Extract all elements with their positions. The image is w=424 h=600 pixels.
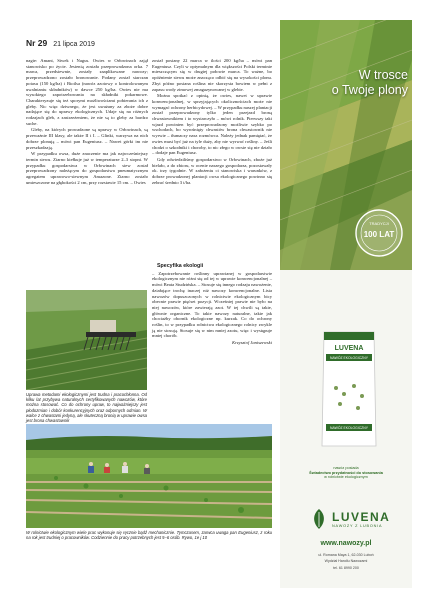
article-column-1	[26, 58, 148, 186]
contact-info	[280, 552, 412, 571]
paragraph: Gleby, na których prowadzone są uprawy w Orłowinach, są przeważnie III klasy, ale także II i I. – Glinki, warzywa na nich dobrze plonują – mówi pan Eugeniusz. – Nawet górki im nie przeszkadzają.	[26, 127, 148, 150]
leaf-logo-icon	[310, 508, 328, 530]
certificate-note	[286, 466, 406, 480]
field-workers-photo	[26, 424, 272, 528]
cert-line: w rolnictwie ekologicznym	[324, 475, 368, 480]
fertilizer-bag-icon	[318, 328, 380, 450]
department: Wydział Handlu Nawozami	[324, 559, 368, 564]
luvena-logo	[310, 506, 396, 532]
bag-brand: LUVENA	[334, 345, 364, 352]
logo-subtitle: NAWOZY Z LUBONIA	[332, 524, 383, 528]
bag-product: NAWÓZ EKOLOGICZNY	[330, 356, 368, 360]
photo-caption: W rolnictwie ekologicznym wiele prac wykonuje się ręcznie bądź mechanicznie. Tymczasem, zarwca uwaga pan Eugeniusz, z roku na rok jest trudniej o pracowników. Codziennie do pracy potrzebnych jest 5–6 osób. Rywo, 1e j 10	[26, 530, 272, 541]
paragraph: W przypadku owsa, duże znaczenie ma jak najwcześniejszy termin siewu. Ziarno kiełkuje już w temperaturze 2–3 stopni. W przypadku gospodarstwa w Orłowinach siew został przeprowadzony należącym do gospodarstwa pneumatycznym agregatem uprawowo-siewnym Amazone. Ziarno zostało umieszczone na głębokości 2 cm, przy rozstawie 15 cm. – Owies	[26, 151, 148, 185]
paragraph: Gdy odwiedziliśmy gospodarstwo w Orłowinach, zboże już bielało, a do zbioru, w ocenie naszego gospodarza, pozostawały ok. trzy tygodnie. W założeniu ci stanowiska i warunków, z dobrze prowadzonej plantacji owsa ekologicznego powinno się zebrać średnio 3 t/ha.	[152, 156, 272, 185]
cert-line: nawóz posiada	[333, 466, 359, 470]
page-header	[26, 38, 95, 48]
sidebar-box	[152, 264, 272, 347]
fields-aerial-image	[280, 20, 412, 270]
headline-line: o Twoje plony	[331, 83, 408, 97]
logo-text: LUVENA	[332, 510, 391, 524]
paragraph: został posiany 22 marca w ilości 200 kg/ha – mówi pan Eugeniusz. Czyli w optymalnym dla większości Polski terminie mieszczącym się w drugiej połowie marca. To ważne, bo opóźnienie siewu może znacząco odbić się na wysokości plonu. Zbyt późno posiana roślina nie skorzysta bowiem w pełni z zapasu wody zimowej zmagazynowanej w glebie.	[152, 58, 272, 92]
badge-top-text: TRADYCJI	[369, 221, 389, 226]
address: ul. Romana Maya 1, 62-030 Luboń	[318, 553, 374, 557]
badge-text: 100 LAT	[363, 230, 395, 239]
ad-headline	[286, 68, 408, 98]
paragraph: Można spotkać z opinią, że owies, nawet w uprawie konwencjonalnej, w sprzyjających okolicznościach może nie wymagać ochrony herbicydowej. – W przypadku naszej plantacji został przeprowadzony tylko jeden przejazd broną chwastownikiem i to wystarczyło – mówi rolnik. Pierwszy taki wjazd powinien być przeprowadzony możliwie szybko po wschodach, bo wyrośnięty chwastów brona chwastownik nie wyrwie – tłumaczy nasz rozmówca. Należy jednak pamiętać, że owies musi być już na tyle duży, aby nie wyrwać rośliny. – Jeśli chodzi o szkodniki i choroby, to nic złego w owsie się nie działo – dodaje pan Eugeniusz.	[152, 93, 272, 156]
website-link[interactable]: www.nawozy.pl	[320, 540, 372, 547]
harrow-photo	[26, 290, 147, 390]
photo-caption: Uprawa metodami ekologicznymi jest trudna i pracochłonna. Od kilku lat przybywa naturalnych certyfikowanych nawozów, które można stosować. Co do ochrony upraw, to najważniejszy jest płodozmian i dobór konkurencyjnych oraz odpornych odmian. W walce z chwastami jedyną, ale skuteczną bronią w uprawie owsa jest brona chwastownik	[26, 392, 147, 424]
tradition-badge-icon	[354, 208, 404, 258]
headline-line: W trosce	[358, 68, 408, 82]
author-signature: Krzysztof Janiszewski	[232, 340, 272, 346]
paragraph: nagie: Amant, Siwek i Nagus. Owies w Orłowinach zajął stanowisko po życie. Jesienią została przeprowadzona orka. 7 marca, przedsiewnie, zostały zaaplikowane nawozy; przeprowadzono zostało bronowanie. Podany został siarczan potasu (150 kg/ha) i Bioilsa (nawóz azotowy o kontrolowanym uwalnianiu składników) w dawce 250 kg/ha. Owies nie ma wysokiego zapotrzebowania na składniki pokarmowe. Charakteryzuje się też sporymi możliwościami pobierania ich z gleby. Nic więc dziwnego, że jest uważany za zboże dobre nadające się do uprawy ekologicznych. Udaje się na różnych rodzajach gleb, z zastrzeżeniem, że nie są to gleby za bardzo suche.	[26, 58, 148, 126]
article-column-2	[152, 58, 272, 186]
cert-line: Świadectwo przydatności do stosowania	[309, 470, 383, 475]
box-text: – Zapotrzebowanie roślinny uprawianej w gospodarstwie ekologicznym nie różni się od tej w uprawie konwencjonalnej – mówi Beata Studzińska. – Stosuje się innego rodzaju nawożenie, działające trochę inaczej niż nawozy konwencjonalne. Lista nawozów dopuszczonych w rolnictwie ekologicznym bicy obecnie prawie pięćset pozycji. Wcześniej prawie nie było na niej nawozów, które zawierają azot. W tej chwili są takie, głównie organiczne. To takie nawozy naturalne, takie jak chociażby obornik ekologiczne np. kurzak. Co do ochrony roślin, to w przypadku rolnictwa ekologicznego rolnicy zwykle ją nie stosują. Stosuje się w nim mniej azotu, więc i występuje mniej chorób.	[152, 270, 272, 339]
bag-bottom-label: NAWÓZ EKOLOGICZNY	[330, 426, 368, 430]
box-title: Specyfika ekologii	[157, 263, 204, 269]
phone: tel. 61 8990 200	[333, 565, 359, 570]
issue-date: 21 lipca 2019	[53, 41, 95, 48]
issue-number: Nr 29	[26, 38, 48, 48]
luvena-advertisement[interactable]	[280, 20, 412, 588]
